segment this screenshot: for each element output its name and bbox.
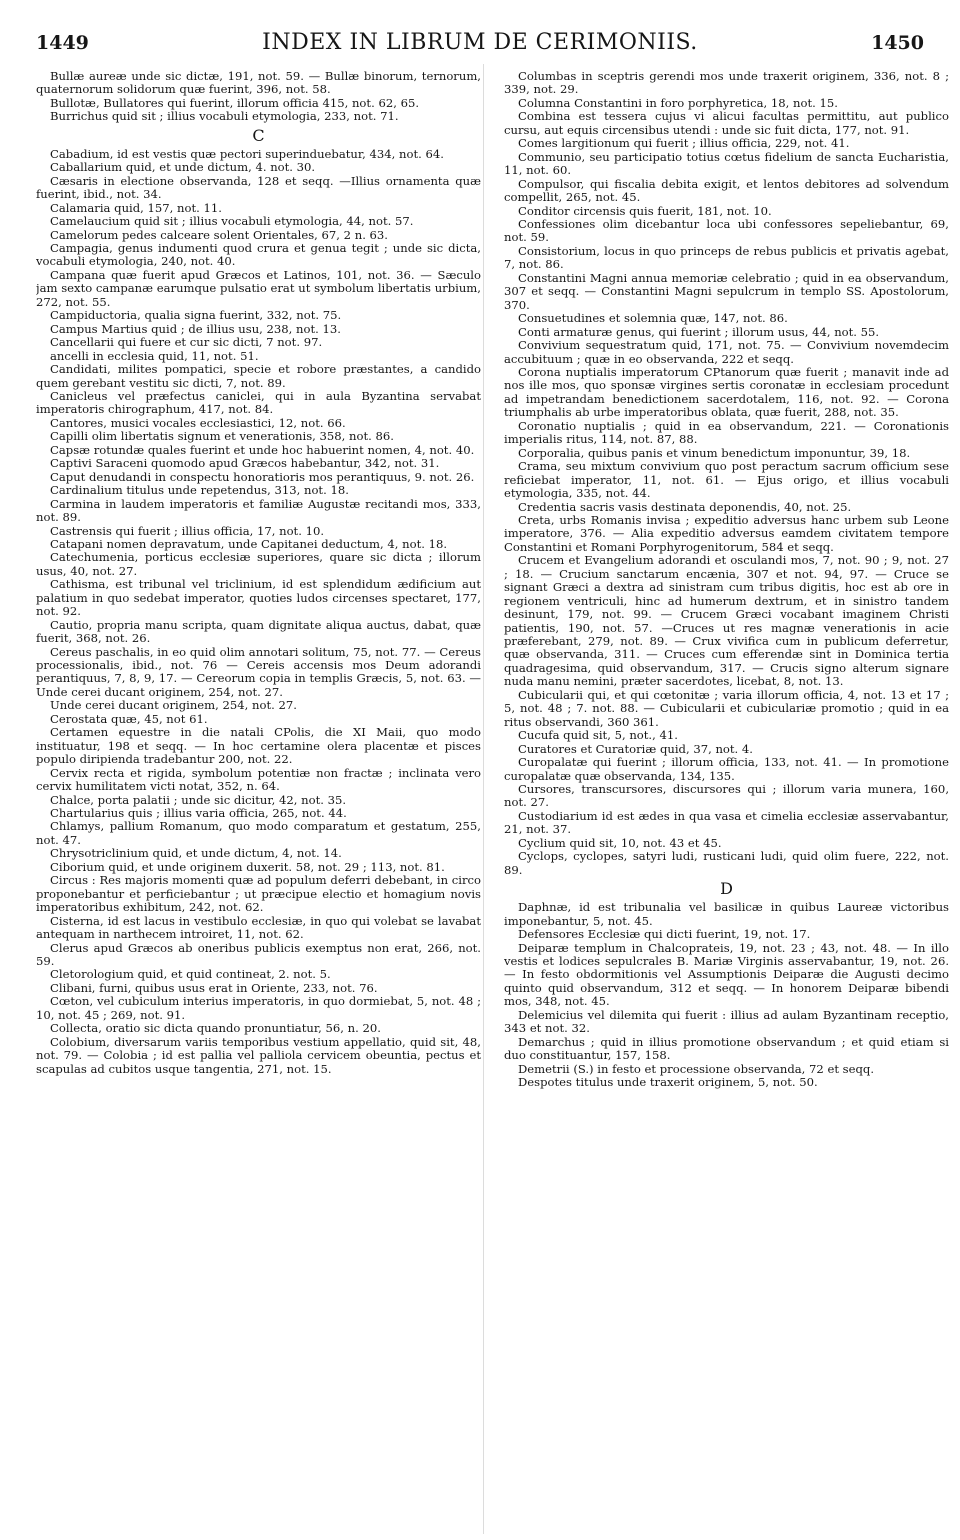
running-header bbox=[36, 30, 924, 62]
index-entry: Defensores Ecclesiæ qui dicti fuerint, 19, not. 17. bbox=[518, 927, 811, 942]
index-entry: Catapani nomen depravatum, unde Capitanei deductum, 4, not. 18. bbox=[50, 536, 448, 551]
index-entry: Caput denudandi in conspectu honoratioris mos perantiquus, 9. not. 26. bbox=[50, 469, 475, 484]
index-entry: Catechumenia, porticus ecclesiæ superiores, quare sic dicta ; illorum usus, 40, not. 27. bbox=[36, 550, 481, 578]
index-entry: Compulsor, qui fiscalia debita exigit, et lentos debitores ad solvendum compellit, 265, not. 45. bbox=[504, 176, 949, 205]
index-entry: Bullæ aureæ unde sic dictæ, 191, not. 59. — Bullæ binorum, ternorum, quaternorum solidorum quæ fuerint, 396, not. 58. bbox=[36, 70, 481, 97]
index-entry: Circus : Res majoris momenti quæ ad populum deferri debebant, in circo proponebantur et perficiebantur ; ut præcipue electio et homagium novis imperatoribus exhibitum, 242, not. 62. bbox=[36, 873, 481, 915]
index-entry: Comes largitionum qui fuerit ; illius officia, 229, not. 41. bbox=[518, 136, 850, 151]
index-entry: Curatores et Curatoriæ quid, 37, not. 4. bbox=[518, 741, 753, 756]
index-entry: Columna Constantini in foro porphyretica, 18, not. 15. bbox=[518, 95, 838, 110]
index-entry: Consuetudines et solemnia quæ, 147, not. 86. bbox=[518, 311, 788, 326]
index-entry: Cervix recta et rigida, symbolum potentiæ non fractæ ; inclinata vero cervix humilitatem victi notat, 352, n. 64. bbox=[36, 765, 481, 794]
index-entry: Campagia, genus indumenti quod crura et genua tegit ; unde sic dicta, vocabuli etymologia, 240, not. 40. bbox=[36, 240, 481, 269]
index-entry: Communio, seu participatio totius cœtus fidelium de sancta Eucharistia, 11, not. 60. bbox=[504, 149, 949, 178]
index-entry: Combina est tessera cujus vi alicui facultas permittitu, aut publico cursu, aut equis circensibus utendi : unde sic fuit dicta, 177, not. 91. bbox=[504, 109, 949, 137]
index-entry: Capilli olim libertatis signum et venerationis, 358, not. 86. bbox=[50, 429, 394, 444]
index-entry: Cerostata quæ, 45, not 61. bbox=[50, 711, 208, 726]
index-entry: Ciborium quid, et unde originem duxerit. 58, not. 29 ; 113, not. 81. bbox=[50, 859, 445, 874]
index-entry: Burrichus quid sit ; illius vocabuli etymologia, 233, not. 71. bbox=[50, 109, 399, 124]
index-entry: Cyclops, cyclopes, satyri ludi, rusticani ludi, quid olim fuere, 222, not. 89. bbox=[504, 849, 949, 877]
index-entry: Creta, urbs Romanis invisa ; expeditio adversus hanc urbem sub Leone imperatore, 376. — Alia expeditio adversus eamdem civitatem tempore Constantini et Romani Porphyrogenitorum, 584 et seqq. bbox=[504, 512, 949, 554]
index-entry: Camelaucium quid sit ; illius vocabuli etymologia, 44, not. 57. bbox=[50, 214, 414, 229]
index-entry: Collecta, oratio sic dicta quando pronuntiatur, 56, n. 20. bbox=[50, 1021, 381, 1036]
index-entry: Cletorologium quid, et quid contineat, 2. not. 5. bbox=[50, 967, 331, 982]
index-entry: Carmina in laudem imperatoris et familiæ Augustæ recitandi mos, 333, not. 89. bbox=[36, 496, 481, 525]
index-entry: Cyclium quid sit, 10, not. 43 et 45. bbox=[518, 835, 722, 850]
index-entry: Colobium, diversarum variis temporibus vestium appellatio, quid sit, 48, not. 79. — Colobia ; id est pallia vel palliola cervicem obeuntia, pectus et scapulas ad cubitos usque tangentia, 271, not. 15. bbox=[36, 1034, 481, 1076]
index-entry: Cæsaris in electione observanda, 128 et seqq. —Illius ornamenta quæ fuerint, ibid., not. 34. bbox=[36, 173, 481, 202]
page-number-right: 1450 bbox=[871, 32, 924, 54]
index-entry: Cantores, musici vocales ecclesiastici, 12, not. 66. bbox=[50, 415, 346, 430]
index-entry: Candidati, milites pompatici, specie et robore præstantes, a candido quem gerebant vestitu sic dicti, 7, not. 89. bbox=[36, 362, 481, 390]
index-entry: Conditor circensis quis fuerit, 181, not. 10. bbox=[518, 203, 772, 218]
index-entry: Consistorium, locus in quo princeps de rebus publicis et privatis agebat, 7, not. 86. bbox=[504, 243, 949, 272]
index-entry: Campana quæ fuerit apud Græcos et Latinos, 101, not. 36. — Sæculo jam sexto campanæ earumque pulsatio erat ut symbolum libertatis urbium, 272, not. 55. bbox=[36, 267, 481, 309]
index-entry: Delemicius vel dilemita qui fuerit : illius ad aulam Byzantinam receptio, 343 et not. 32. bbox=[504, 1007, 949, 1036]
index-entry: Cereus paschalis, in eo quid olim annotari solitum, 75, not. 77. — Cereus processionalis, ibid., not. 76 — Cereis accensis mos Deum adorandi perantiquus, 7, 8, 9, 17. — Cereorum copia in templis Græcis, 5, not. 63. — Unde cerei ducant originem, 254, not. 27. bbox=[36, 644, 481, 699]
index-entry: Crama, seu mixtum convivium quo post peractum sacrum officium sese reficiebat imperator, 11, not. 61. — Ejus origo, et illius vocabuli etymologia, 335, not. 44. bbox=[504, 459, 949, 501]
running-title: INDEX IN LIBRUM DE CERIMONIIS. bbox=[262, 30, 698, 55]
index-entry: Calamaria quid, 157, not. 11. bbox=[50, 200, 222, 215]
index-entry: Chartularius quis ; illius varia officia, 265, not. 44. bbox=[50, 806, 347, 821]
index-entry: ancelli in ecclesia quid, 11, not. 51. bbox=[50, 348, 259, 363]
column-divider bbox=[483, 64, 484, 1534]
index-entry: Curopalatæ qui fuerint ; illorum officia, 133, not. 41. — In promotione curopalatæ quæ observanda, 134, 135. bbox=[504, 755, 949, 783]
index-entry: Cœton, vel cubiculum interius imperatoris, in quo dormiebat, 5, not. 48 ; 10, not. 45 ; 269, not. 91. bbox=[36, 994, 481, 1022]
index-entry: Crucem et Evangelium adorandi et osculandi mos, 7, not. 90 ; 9, not. 27 ; 18. — Crucium sanctarum encænia, 307 et not. 94, 97. — Cruce se signant Græci a dextra ad sinistram cum tribus digitis, hoc est ab ore in regionem ventriculi, hinc ad humerum dextrum, et in sinistro tandem desinunt, 179, not. 99. — Crucem Græci vocabant imaginem Christi patientis, 190, not. 57. —Cruces ut res magnæ venerationis in acie præferebant, 279, not. 89. — Crux vivifica cum in publicum deferretur, quæ observanda, 311. — Cruces cum efferendæ sint in Dominica tertia quadragesima, quid observandum, 317. — Crucis signo alterum signare nuda manu nemini, præter sacerdotes, licebat, 8, not. 13. bbox=[504, 553, 949, 689]
index-entry: Cancellarii qui fuere et cur sic dicti, 7 not. 97. bbox=[50, 335, 323, 350]
section-letter: C bbox=[252, 125, 265, 145]
index-entry: Columbas in sceptris gerendi mos unde traxerit originem, 336, not. 8 ; 339, not. 29. bbox=[504, 70, 949, 97]
index-entry: Clibani, furni, quibus usus erat in Oriente, 233, not. 76. bbox=[50, 980, 378, 995]
index-entry: Caballarium quid, et unde dictum, 4. not. 30. bbox=[50, 160, 316, 175]
index-entry: Demetrii (S.) in festo et processione observanda, 72 et seqq. bbox=[518, 1061, 875, 1076]
index-entry: Canicleus vel præfectus caniclei, qui in aula Byzantina servabat imperatoris chirographum, 417, not. 84. bbox=[36, 388, 481, 417]
index-entry: Cubicularii qui, et qui cœtonitæ ; varia illorum officia, 4, not. 13 et 17 ; 5, not. 48 ; 7. not. 88. — Cubicularii et cubiculariæ promotio ; quid in ea ritus observandi, 360 361. bbox=[504, 687, 949, 729]
index-entry: Daphnæ, id est tribunalia vel basilicæ in quibus Laureæ victoribus imponebantur, 5, not. 45. bbox=[504, 900, 949, 928]
index-entry: Bullotæ, Bullatores qui fuerint, illorum officia 415, not. 62, 65. bbox=[50, 95, 420, 110]
index-entry: Camelorum pedes calceare solent Orientales, 67, 2 n. 63. bbox=[50, 227, 388, 242]
section-letter: D bbox=[720, 879, 733, 899]
right-column bbox=[504, 70, 949, 1536]
index-entry: Clerus apud Græcos ab oneribus publicis exemptus non erat, 266, not. 59. bbox=[36, 940, 481, 968]
index-entry: Unde cerei ducant originem, 254, not. 27. bbox=[50, 698, 297, 713]
index-entry: Cautio, propria manu scripta, quam dignitate aliqua auctus, dabat, quæ fuerit, 368, not. 26. bbox=[36, 617, 481, 646]
left-column bbox=[36, 70, 481, 1536]
index-entry: Chrysotriclinium quid, et unde dictum, 4, not. 14. bbox=[50, 846, 342, 861]
index-entry: Chalce, porta palatii ; unde sic dicitur, 42, not. 35. bbox=[50, 792, 347, 807]
index-entry: Conti armaturæ genus, qui fuerint ; illorum usus, 44, not. 55. bbox=[518, 324, 880, 339]
index-entry: Constantini Magni annua memoriæ celebratio ; quid in ea observandum, 307 et seqq. — Constantini Magni sepulcrum in templo SS. Apostolorum, 370. bbox=[504, 270, 949, 312]
index-entry: Cathisma, est tribunal vel triclinium, id est splendidum ædificium aut palatium in quo sedebat imperator, quoties ludos circenses spectaret, 177, not. 92. bbox=[36, 577, 481, 619]
index-entry: Cucufa quid sit, 5, not., 41. bbox=[518, 728, 678, 743]
index-entry: Capsæ rotundæ quales fuerint et unde hoc habuerint nomen, 4, not. 40. bbox=[50, 442, 475, 457]
index-entry: Cursores, transcursores, discursores qui ; illorum varia munera, 160, not. 27. bbox=[504, 782, 949, 810]
index-entry: Certamen equestre in die natali CPolis, die XI Maii, quo modo instituatur, 198 et seqq. — In hoc certamine olera placentæ et pisces populo diripienda tradebantur 200, not. 22. bbox=[36, 725, 481, 767]
index-entry: Corona nuptialis imperatorum CPtanorum quæ fuerit ; manavit inde ad nos ille mos, quo sponsæ virgines sertis coronatæ in ecclesiam procedunt ad impetrandam benedictionem sacerdotalem, 116, not. 92. — Corona triumphalis ab urbe imperatoribus oblata, quæ fuerit, 288, not. 35. bbox=[504, 364, 949, 420]
index-entry: Confessiones olim dicebantur loca ubi confessores sepeliebantur, 69, not. 59. bbox=[504, 216, 949, 245]
index-entry: Demarchus ; quid in illius promotione observandum ; et quid etiam si duo constituantur, 157, 158. bbox=[504, 1034, 949, 1063]
index-entry: Campus Martius quid ; de illius usu, 238, not. 13. bbox=[50, 321, 341, 336]
index-entry: Campiductoria, qualia signa fuerint, 332, not. 75. bbox=[50, 308, 342, 323]
index-entry: Cabadium, id est vestis quæ pectori superinduebatur, 434, not. 64. bbox=[50, 146, 444, 161]
index-entry: Castrensis qui fuerit ; illius officia, 17, not. 10. bbox=[50, 523, 325, 538]
index-entry: Deiparæ templum in Chalcoprateis, 19, not. 23 ; 43, not. 48. — In illo vestis et lodices sepulcrales B. Mariæ Virginis asservabantur, 19, not. 26. — In festo obdormitionis vel Assumptionis Deiparæ die Augusti decimo quinto quid observandum, 312 et seqq. — In honorem Deiparæ bibendi mos, 348, not. 45. bbox=[504, 940, 949, 1009]
index-entry: Despotes titulus unde traxerit originem, 5, not. 50. bbox=[518, 1075, 818, 1090]
index-entry: Convivium sequestratum quid, 171, not. 75. — Convivium novemdecim accubituum ; quæ in eo observanda, 222 et seqq. bbox=[504, 338, 949, 366]
index-entry: Cardinalium titulus unde repetendus, 313, not. 18. bbox=[50, 483, 349, 498]
index-entry: Corporalia, quibus panis et vinum benedictum imponuntur, 39, 18. bbox=[518, 445, 911, 460]
index-entry: Cisterna, id est lacus in vestibulo ecclesiæ, in quo qui volebat se lavabat antequam in narthecem introiret, 11, not. 62. bbox=[36, 913, 481, 942]
index-entry: Custodiarium id est ædes in qua vasa et cimelia ecclesiæ asservabantur, 21, not. 37. bbox=[504, 808, 949, 837]
page-number-left: 1449 bbox=[36, 32, 89, 54]
index-entry: Credentia sacris vasis destinata deponendis, 40, not. 25. bbox=[518, 499, 852, 514]
index-entry: Coronatio nuptialis ; quid in ea observandum, 221. — Coronationis imperialis ritus, 114, not. 87, 88. bbox=[504, 418, 949, 447]
index-entry: Chlamys, pallium Romanum, quo modo comparatum et gestatum, 255, not. 47. bbox=[36, 819, 481, 847]
index-entry: Captivi Saraceni quomodo apud Græcos habebantur, 342, not. 31. bbox=[50, 456, 440, 471]
